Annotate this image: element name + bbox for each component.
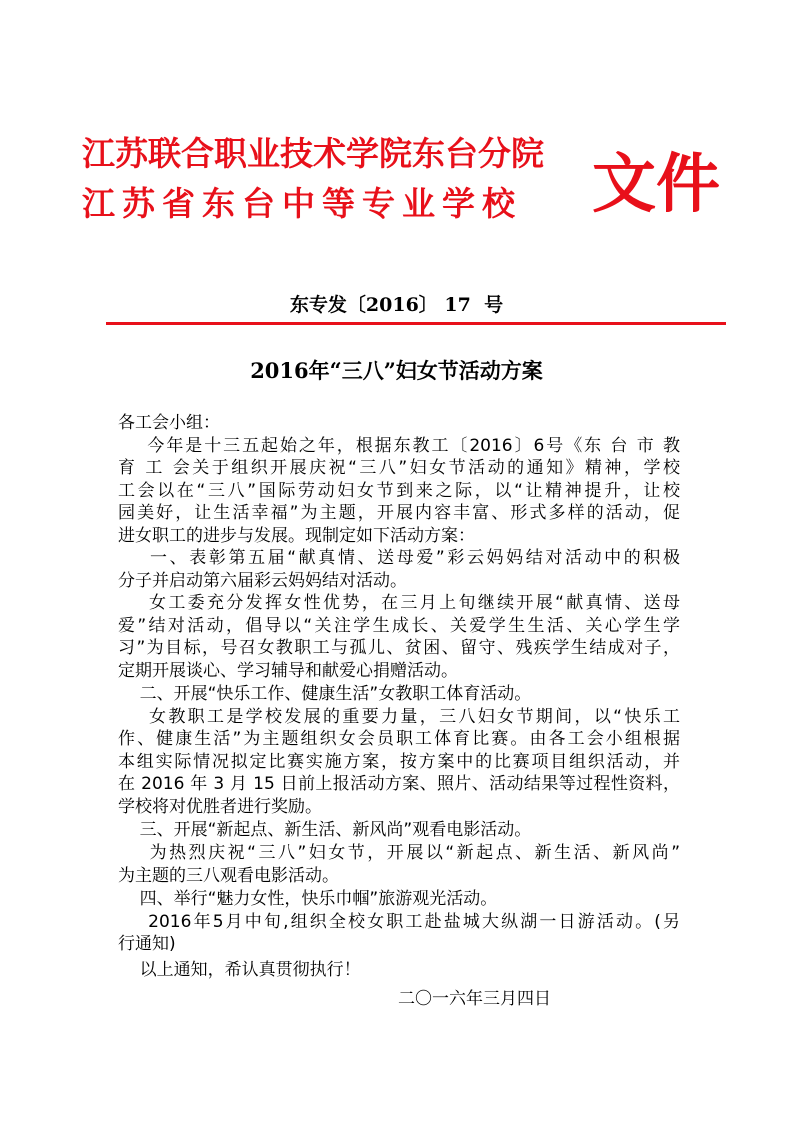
org-name-line-2: 江苏省东台中等专业学校 <box>82 184 522 223</box>
body-line: 本组实际情况拟定比赛实施方案，按方案中的比赛项目组织活动，并 <box>118 752 680 772</box>
body-line: 一、表彰第五届“献真情、送母爱”彩云妈妈结对活动中的积极 <box>118 548 680 568</box>
body-line: 工会以在“三八”国际劳动妇女节到来之际，以“让精神提升，让校 <box>118 481 680 501</box>
body-line: 园美好，让生活幸福”为主题，开展内容丰富、形式多样的活动，促 <box>118 503 680 523</box>
body-line: 爱”结对活动，倡导以“关注学生成长、关爱学生生活、关心学生学 <box>118 616 680 636</box>
body-line: 为热烈庆祝“三八”妇女节，开展以“新起点、新生活、新风尚” <box>118 843 680 863</box>
body-line: 作、健康生活”为主题组织女会员职工体育比赛。由各工会小组根据 <box>118 729 680 749</box>
document-date: 二〇一六年三月四日 <box>398 989 551 1009</box>
body-line: 育 工 会关于组织开展庆祝“三八”妇女节活动的通知》精神，学校 <box>118 458 680 478</box>
document-number: 东专发〔2016〕 17 号 <box>289 294 504 316</box>
body-line: 女教职工是学校发展的重要力量，三八妇女节期间，以“快乐工 <box>118 707 680 727</box>
body-line: 习”为目标，号召女教职工与孤儿、贫困、留守、残疾学生结成对子， <box>118 638 680 658</box>
body-line: 今年是十三五起始之年，根据东教工〔2016〕6号《东 台 市 教 <box>118 436 680 456</box>
salutation: 各工会小组： <box>118 413 220 433</box>
body-line: 行通知) <box>118 934 176 954</box>
page-title: 2016年“三八”妇女节活动方案 <box>250 358 543 383</box>
body-line: 进女职工的进步与发展。现制定如下活动方案： <box>118 526 475 546</box>
document-type-label: 文件 <box>592 147 720 222</box>
body-line: 学校将对优胜者进行奖励。 <box>118 797 322 817</box>
closing-line: 以上通知，希认真贯彻执行！ <box>118 960 361 980</box>
body-line: 为主题的三八观看电影活动。 <box>118 866 339 886</box>
body-line: 分子并启动第六届彩云妈妈结对活动。 <box>118 571 407 591</box>
body-line: 三、开展“新起点、新生活、新风尚”观看电影活动。 <box>118 820 532 840</box>
body-line: 在 2016 年 3 月 15 日前上报活动方案、照片、活动结果等过程性资料， <box>118 774 680 794</box>
body-line: 四、举行“魅力女性，快乐巾帼”旅游观光活动。 <box>118 889 498 909</box>
body-line: 2016年5月中旬,组织全校女职工赴盐城大纵湖一日游活动。(另 <box>118 912 680 932</box>
body-line: 女工委充分发挥女性优势，在三月上旬继续开展“献真情、送母 <box>118 593 680 613</box>
red-divider <box>106 322 726 325</box>
body-line: 定期开展谈心、学习辅导和献爱心捐赠活动。 <box>118 661 458 681</box>
body-line: 二、开展“快乐工作、健康生活”女教职工体育活动。 <box>118 684 532 704</box>
org-name-line-1: 江苏联合职业技术学院东台分院 <box>82 134 544 173</box>
